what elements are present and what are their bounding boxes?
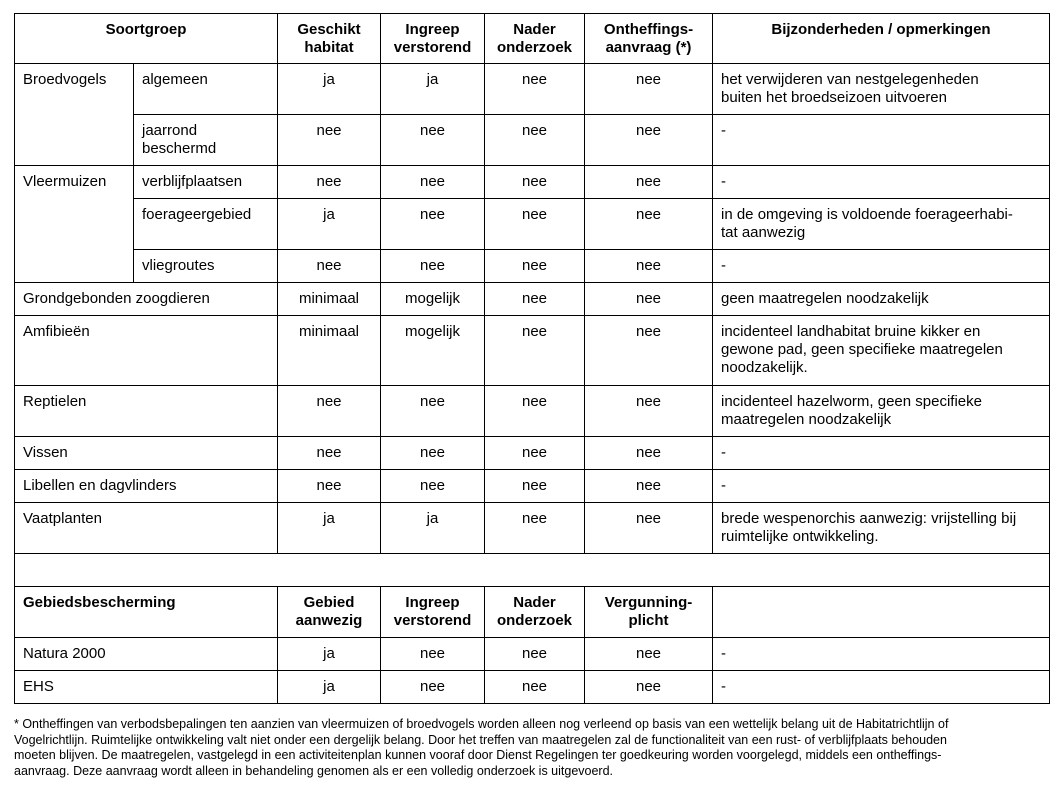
header-nader-onderzoek: Nader onderzoek: [485, 587, 585, 638]
header-ingreep-verstorend: Ingreep verstorend: [381, 14, 485, 64]
opmerking-cell: -: [713, 638, 1050, 671]
table-row: [15, 64, 1050, 115]
footnote-line: * Ontheffingen van verbodsbepalingen ten aanzien van vleermuizen of broedvogels worden alleen nog verleend op basis van een wettelijk belang uit de Habitatrichtlijn of: [14, 717, 949, 731]
nader-cell: nee: [485, 671, 585, 704]
nader-cell: nee: [485, 470, 585, 503]
nader-cell: nee: [485, 503, 585, 554]
footnote-line: moeten blijven. De maatregelen, vastgelegd in een activiteitenplan kunnen vooraf door Dienst Regelingen ter goedkeuring worden voorgelegd, middels een ontheffings-: [14, 748, 942, 762]
ontheffing-cell: nee: [585, 250, 713, 283]
ingreep-cell: ja: [381, 64, 485, 115]
table-row: [15, 437, 1050, 470]
table-row: [15, 115, 1050, 166]
subgroup-cell: vliegroutes: [134, 250, 278, 283]
geschikt-cell: nee: [278, 437, 381, 470]
ontheffing-cell: nee: [585, 166, 713, 199]
group-broedvogels: Broedvogels: [15, 64, 134, 166]
header-ontheffingsaanvraag: Ontheffings- aanvraag (*): [585, 14, 713, 64]
gebied-header-row: [15, 587, 1050, 638]
table-row: [15, 671, 1050, 704]
ontheffing-cell: nee: [585, 199, 713, 250]
opmerking-cell: -: [713, 470, 1050, 503]
gebied-aanwezig-cell: ja: [278, 671, 381, 704]
group-cell: Amfibieën: [15, 316, 278, 386]
header-geschikt-habitat: Geschikt habitat: [278, 14, 381, 64]
opmerking-cell: -: [713, 115, 1050, 166]
geschikt-cell: minimaal: [278, 283, 381, 316]
table-row: [15, 316, 1050, 386]
header-soortgroep: Soortgroep: [15, 14, 278, 64]
ontheffing-cell: nee: [585, 64, 713, 115]
nader-cell: nee: [485, 316, 585, 386]
gebied-aanwezig-cell: ja: [278, 638, 381, 671]
nader-cell: nee: [485, 115, 585, 166]
vergunning-cell: nee: [585, 638, 713, 671]
table-row: [15, 638, 1050, 671]
geschikt-cell: ja: [278, 64, 381, 115]
geschikt-cell: nee: [278, 115, 381, 166]
opmerking-cell: incidenteel landhabitat bruine kikker en gewone pad, geen specifieke maatregelen noodzakelijk.: [713, 316, 1050, 386]
header-nader-onderzoek: Nader onderzoek: [485, 14, 585, 64]
group-cell: Vaatplanten: [15, 503, 278, 554]
opmerking-cell: -: [713, 166, 1050, 199]
table-row: [15, 199, 1050, 250]
opmerking-cell: brede wespenorchis aanwezig: vrijstelling bij ruimtelijke ontwikkeling.: [713, 503, 1050, 554]
table-row: [15, 470, 1050, 503]
species-table: [14, 13, 1050, 704]
opmerking-cell: in de omgeving is voldoende foerageerhabi- tat aanwezig: [713, 199, 1050, 250]
opmerking-cell: -: [713, 250, 1050, 283]
geschikt-cell: nee: [278, 166, 381, 199]
geschikt-cell: nee: [278, 470, 381, 503]
nader-cell: nee: [485, 64, 585, 115]
gebied-cell: EHS: [15, 671, 278, 704]
ontheffing-cell: nee: [585, 503, 713, 554]
ingreep-cell: nee: [381, 199, 485, 250]
nader-cell: nee: [485, 250, 585, 283]
spacer-row: [15, 554, 1050, 587]
vergunning-cell: nee: [585, 671, 713, 704]
opmerking-cell: -: [713, 671, 1050, 704]
table-row: [15, 283, 1050, 316]
subgroup-cell: jaarrond beschermd: [134, 115, 278, 166]
opmerking-cell: -: [713, 437, 1050, 470]
opmerking-cell: het verwijderen van nestgelegenheden buiten het broedseizoen uitvoeren: [713, 64, 1050, 115]
ontheffing-cell: nee: [585, 386, 713, 437]
subgroup-cell: foerageergebied: [134, 199, 278, 250]
ingreep-cell: nee: [381, 386, 485, 437]
ingreep-cell: nee: [381, 470, 485, 503]
header-vergunningplicht: Vergunning- plicht: [585, 587, 713, 638]
nader-cell: nee: [485, 638, 585, 671]
group-cell: Libellen en dagvlinders: [15, 470, 278, 503]
table-row: [15, 503, 1050, 554]
ontheffing-cell: nee: [585, 115, 713, 166]
footnote-line: Vogelrichtlijn. Ruimtelijke ontwikkeling valt niet onder een dergelijk belang. Door het treffen van maatregelen zal de functionaliteit van een rust- of verblijfplaats behouden: [14, 732, 947, 747]
ontheffing-cell: nee: [585, 437, 713, 470]
ingreep-cell: mogelijk: [381, 316, 485, 386]
ingreep-cell: nee: [381, 638, 485, 671]
group-cell: Vissen: [15, 437, 278, 470]
nader-cell: nee: [485, 386, 585, 437]
ingreep-cell: nee: [381, 166, 485, 199]
nader-cell: nee: [485, 283, 585, 316]
ingreep-cell: nee: [381, 671, 485, 704]
geschikt-cell: ja: [278, 199, 381, 250]
ontheffing-cell: nee: [585, 283, 713, 316]
ingreep-cell: nee: [381, 437, 485, 470]
table-row: [15, 386, 1050, 437]
header-gebied-aanwezig: Gebied aanwezig: [278, 587, 381, 638]
opmerking-cell: geen maatregelen noodzakelijk: [713, 283, 1050, 316]
footnote: [14, 717, 1049, 779]
group-cell: Reptielen: [15, 386, 278, 437]
gebied-cell: Natura 2000: [15, 638, 278, 671]
nader-cell: nee: [485, 199, 585, 250]
footnote-line: aanvraag. Deze aanvraag wordt alleen in behandeling genomen als er een volledig onderzoek is uitgevoerd.: [14, 763, 614, 778]
subgroup-cell: algemeen: [134, 64, 278, 115]
nader-cell: nee: [485, 166, 585, 199]
ontheffing-cell: nee: [585, 316, 713, 386]
ingreep-cell: nee: [381, 115, 485, 166]
header-row: [15, 14, 1050, 64]
header-empty: [713, 587, 1050, 638]
group-vleermuizen: Vleermuizen: [15, 166, 134, 283]
nader-cell: nee: [485, 437, 585, 470]
geschikt-cell: minimaal: [278, 316, 381, 386]
spacer-cell: [15, 554, 1050, 587]
ingreep-cell: ja: [381, 503, 485, 554]
ontheffing-cell: nee: [585, 470, 713, 503]
geschikt-cell: ja: [278, 503, 381, 554]
ingreep-cell: mogelijk: [381, 283, 485, 316]
geschikt-cell: nee: [278, 386, 381, 437]
header-bijzonderheden: Bijzonderheden / opmerkingen: [713, 14, 1050, 64]
header-ingreep-verstorend: Ingreep verstorend: [381, 587, 485, 638]
subgroup-cell: verblijfplaatsen: [134, 166, 278, 199]
table-row: [15, 166, 1050, 199]
table-row: [15, 250, 1050, 283]
ingreep-cell: nee: [381, 250, 485, 283]
geschikt-cell: nee: [278, 250, 381, 283]
header-gebiedsbescherming: Gebiedsbescherming: [15, 587, 278, 638]
group-cell: Grondgebonden zoogdieren: [15, 283, 278, 316]
opmerking-cell: incidenteel hazelworm, geen specifieke maatregelen noodzakelijk: [713, 386, 1050, 437]
